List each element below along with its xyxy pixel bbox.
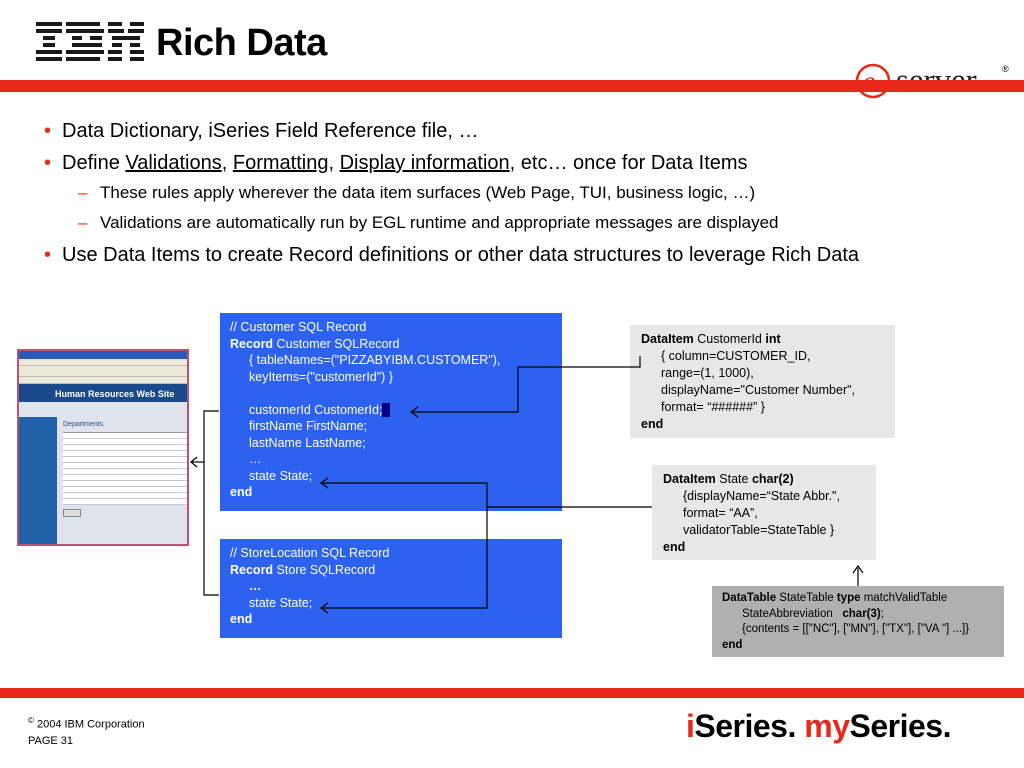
copyright-label: 2004 IBM Corporation [33, 718, 145, 731]
sub-bullet-item: – These rules apply wherever the data item surfaces (Web Page, TUI, business logic, …) [38, 182, 948, 204]
code-line: { column=CUSTOMER_ID, [661, 349, 811, 363]
code-line: {displayName=“State Abbr.", [683, 489, 840, 503]
keyword: end [230, 485, 253, 499]
keyword: end [230, 612, 253, 626]
bullet-item: • Data Dictionary, iSeries Field Reference file, … [38, 118, 948, 144]
bullet-text: Define [62, 152, 126, 174]
code-line: { tableNames=("PIZZABYIBM.CUSTOMER"), [249, 353, 501, 367]
code-comment: // StoreLocation SQL Record [230, 546, 390, 560]
browser-screenshot-thumbnail [17, 349, 189, 546]
code-line [663, 471, 865, 488]
logo-series: Series. [849, 708, 951, 744]
code-blank-line [230, 385, 552, 402]
thumb-content [63, 421, 187, 517]
thumb-add-button [63, 509, 81, 517]
code-line: format= “AA”, [683, 506, 758, 520]
code-text: matchValidTable [860, 592, 948, 604]
code-text: StateTable [776, 592, 837, 604]
code-text: ; [880, 607, 884, 620]
keyword: int [765, 332, 781, 346]
keyword: DataItem [641, 332, 694, 346]
code-line: {contents = [["NC"], ["MN"], ["TX"], ["VA "] ...]} [742, 623, 970, 635]
page-number: PAGE 31 [28, 735, 74, 747]
formatting-link[interactable]: Formatting [232, 152, 329, 174]
separator: , [328, 152, 340, 174]
code-line [230, 336, 552, 353]
code-text: Store SQLRecord [273, 562, 376, 577]
keyword: char(3) [842, 607, 881, 620]
keyword: end [663, 540, 686, 554]
slide-title: Rich Data [156, 22, 327, 64]
keyword: type [836, 592, 861, 604]
thumb-banner-title: Human Resources Web Site [55, 389, 175, 399]
code-text: customerId CustomerId; [249, 402, 383, 417]
keyword: char(2) [751, 472, 794, 486]
copyright-text [28, 716, 145, 731]
sub-bullet-item: – Validations are automatically run by EGL runtime and appropriate messages are displayed [38, 212, 948, 234]
keyword: DataTable [722, 592, 777, 604]
logo-i: i [686, 708, 695, 744]
code-line: lastName LastName; [249, 435, 366, 450]
eserver-registered-mark: ® [1002, 64, 1009, 74]
thumb-banner [19, 384, 187, 402]
code-line [722, 591, 994, 607]
code-text: Customer SQLRecord [273, 336, 400, 351]
thumb-left-nav [19, 417, 57, 546]
footer-divider [0, 688, 1024, 698]
keyword: end [641, 417, 664, 431]
thumb-section-title: Departments [63, 421, 104, 428]
code-text: CustomerId [693, 332, 766, 346]
code-line: validatorTable=StateTable } [683, 523, 835, 537]
keyword: end [722, 638, 743, 651]
bullet-item: • Use Data Items to create Record definitions or other data structures to leverage Rich Data [38, 242, 948, 268]
thumb-toolbar [19, 366, 187, 377]
code-line: format= “######” } [661, 400, 765, 414]
code-line: displayName="Customer Number", [661, 383, 856, 397]
thumb-address-bar [19, 377, 187, 384]
thumb-menubar [19, 359, 187, 366]
code-text: StateAbbreviation [742, 607, 843, 620]
code-line: range=(1, 1000), [661, 366, 754, 380]
logo-series: Series. [694, 708, 805, 744]
thumb-table [63, 432, 187, 505]
keyword: Record [230, 336, 274, 351]
bullet-text: , etc… once for Data Items [509, 152, 748, 174]
keyword: DataItem [663, 472, 716, 486]
connector-customer-to-thumb [204, 411, 219, 595]
code-line [230, 562, 552, 579]
store-record-code [220, 539, 562, 638]
code-line: state State; [249, 468, 313, 483]
text-cursor-icon [382, 403, 390, 417]
code-line [230, 402, 552, 419]
dataitem-customerid-code [630, 325, 895, 438]
code-text: State [715, 472, 752, 486]
ibm-logo [36, 20, 146, 62]
keyword: Record [230, 562, 274, 577]
display-information-link[interactable]: Display information [339, 152, 510, 174]
customer-record-code [220, 313, 562, 511]
copyright-mark: © [28, 716, 34, 725]
code-line [641, 331, 884, 348]
iseries-myseries-logo [686, 708, 951, 745]
code-line: keyItems=("customerId") } [249, 369, 393, 384]
bullet-item [38, 150, 948, 176]
separator: , [221, 152, 233, 174]
thumb-titlebar [19, 351, 187, 359]
code-line: firstName FirstName; [249, 419, 368, 433]
code-line: state State; [249, 595, 313, 610]
dataitem-state-code [652, 465, 876, 560]
table-row [63, 499, 187, 505]
code-line: … [249, 452, 262, 466]
datatable-statetable-code [712, 586, 1004, 657]
validations-link[interactable]: Validations [125, 152, 222, 174]
code-comment: // Customer SQL Record [230, 320, 367, 334]
code-line [722, 607, 994, 623]
code-line: … [249, 579, 262, 593]
bullet-list [38, 118, 948, 274]
logo-my: my [804, 708, 850, 744]
header-divider [0, 80, 1024, 92]
